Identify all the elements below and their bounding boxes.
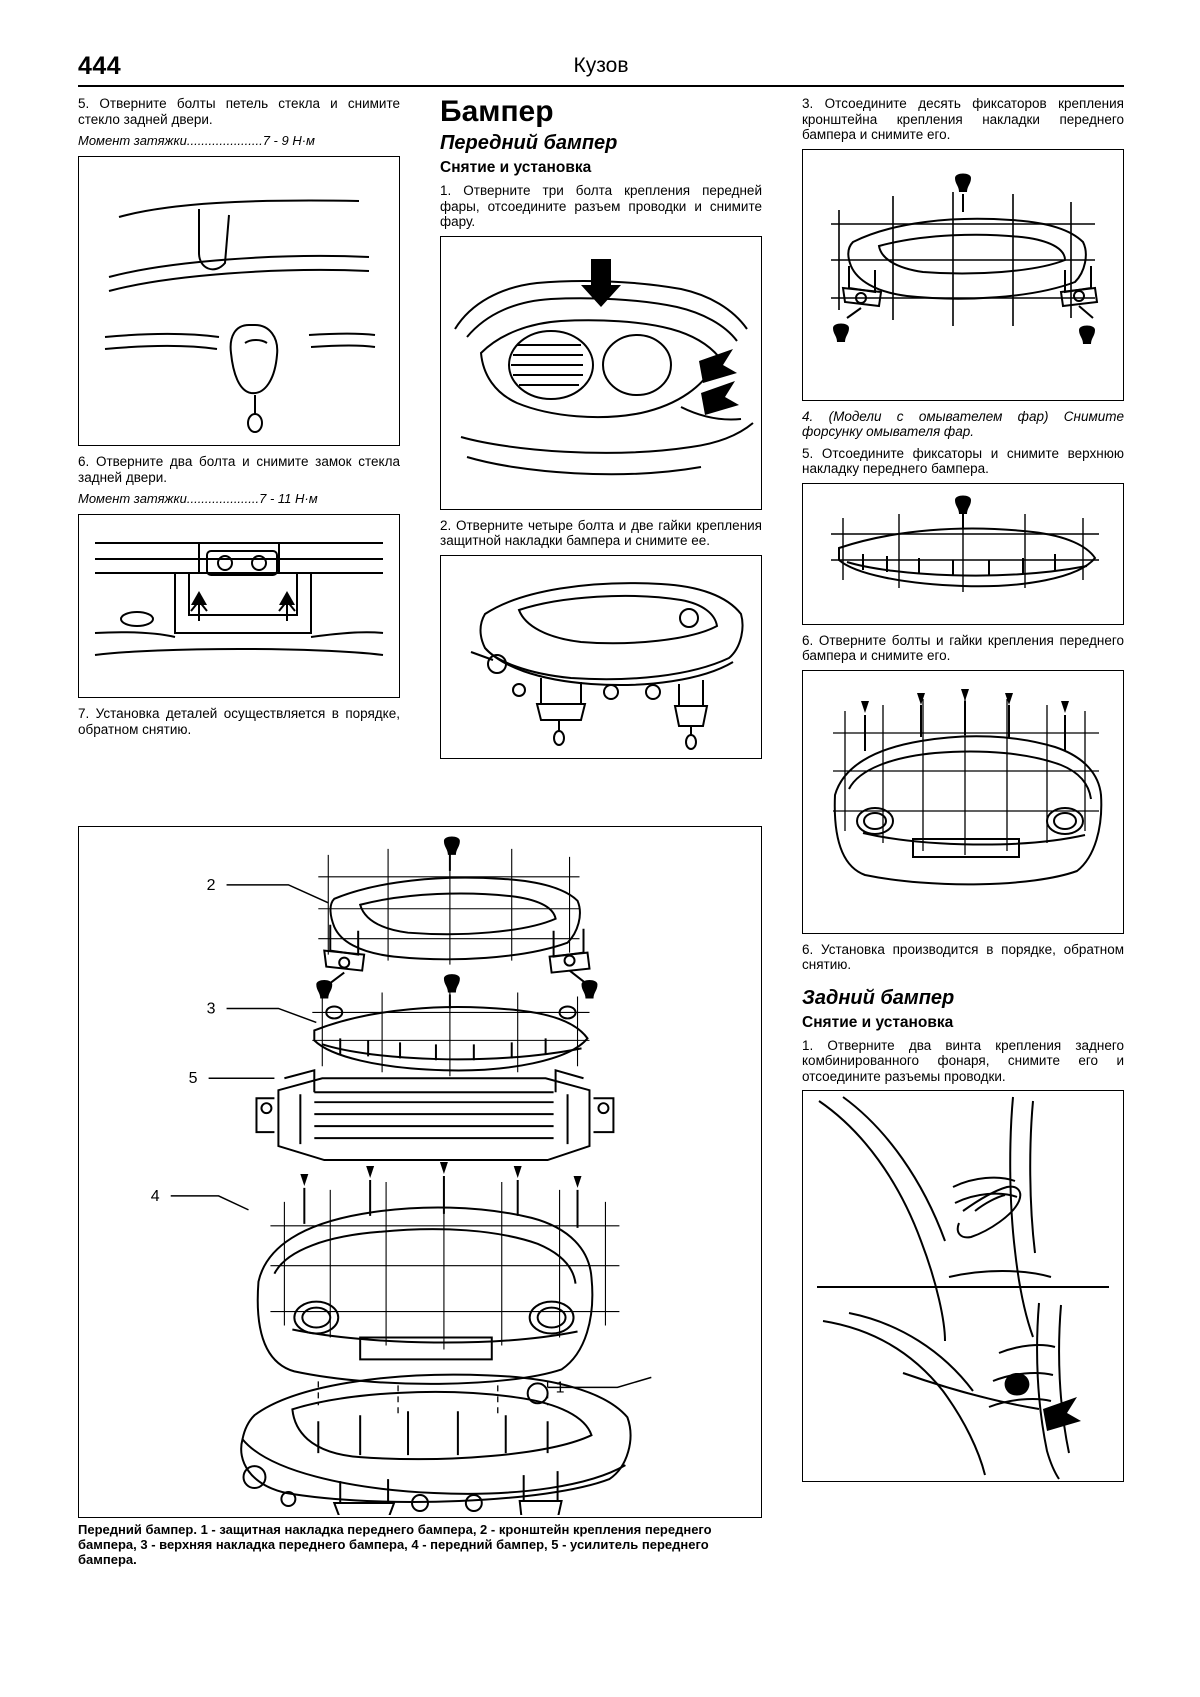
column-middle bbox=[440, 96, 762, 767]
step-5-text: 5. Отверните болты петель стекла и снимите стекло задней двери. bbox=[78, 96, 400, 127]
subsection-rear-bumper: Задний бампер bbox=[802, 986, 955, 1009]
exploded-view-block bbox=[78, 826, 762, 1567]
figure-bumper-bracket bbox=[802, 149, 1124, 401]
figure-rear-combination-lamp bbox=[802, 1090, 1124, 1482]
step-4-text: 4. (Модели с омывателем фар) Снимите форсунку омывателя фар. bbox=[802, 408, 1124, 439]
step-7-text: 7. Установка деталей осуществляется в порядке, обратном снятию. bbox=[78, 706, 400, 737]
subsection-removal-install: Снятие и установка bbox=[440, 159, 592, 176]
subsection-rear-removal: Снятие и установка bbox=[802, 1013, 954, 1031]
exploded-label-1: 1 bbox=[555, 1379, 565, 1397]
page-title: Кузов bbox=[573, 54, 629, 77]
figure-front-bumper-exploded bbox=[78, 826, 762, 1518]
exploded-caption: Передний бампер. 1 - защитная накладка переднего бампера, 2 - кронштейн крепления переднего бампера, 3 - верхняя накладка переднего бампера, 4 - передний бампер, 5 - усилитель переднего бампера. bbox=[78, 1522, 712, 1567]
exploded-label-4: 4 bbox=[150, 1187, 160, 1205]
subsection-front-bumper: Передний бампер bbox=[440, 132, 618, 154]
exploded-label-3: 3 bbox=[206, 1000, 216, 1018]
torque-5-text: Момент затяжки.....................7 - 9 Н·м bbox=[78, 133, 315, 148]
torque-6-text: Момент затяжки....................7 - 11 Н·м bbox=[78, 491, 318, 506]
manual-page bbox=[78, 52, 1124, 1632]
step-6-text-right: 6. Отверните болты и гайки крепления переднего бампера и снимите его. bbox=[802, 632, 1124, 663]
figure-headlamp-removal bbox=[440, 236, 762, 510]
section-title-bumper: Бампер bbox=[440, 95, 554, 128]
step-5-text-right: 5. Отсоедините фиксаторы и снимите верхнюю накладку переднего бампера. bbox=[802, 445, 1124, 476]
step-2-text: 2. Отверните четыре болта и две гайки крепления защитной накладки бампера и снимите ее. bbox=[440, 517, 762, 548]
page-number: 444 bbox=[78, 52, 122, 80]
step-1-text: 1. Отверните три болта крепления передней фары, отсоедините разъем проводки и снимите фару. bbox=[440, 183, 762, 229]
figure-front-bumper-removal bbox=[802, 670, 1124, 934]
page-columns bbox=[78, 96, 1124, 1632]
step-6-text: 6. Отверните два болта и снимите замок стекла задней двери. bbox=[78, 454, 400, 485]
step-3-text: 3. Отсоедините десять фиксаторов крепления кронштейна крепления накладки переднего бампера и снимите его. bbox=[802, 96, 1124, 142]
figure-bumper-upper-cover bbox=[802, 483, 1124, 625]
figure-bumper-lower-cover bbox=[440, 555, 762, 759]
exploded-label-2: 2 bbox=[206, 876, 216, 894]
page-header bbox=[78, 52, 1124, 88]
figure-rear-door-glass-hinge bbox=[78, 156, 400, 446]
exploded-label-5: 5 bbox=[188, 1070, 198, 1088]
figure-rear-door-glass-lock bbox=[78, 514, 400, 698]
header-divider bbox=[78, 85, 1124, 87]
rear-step-1-text: 1. Отверните два винта крепления заднего комбинированного фонаря, снимите его и отсоедините разъемы проводки. bbox=[802, 1037, 1124, 1084]
column-right bbox=[802, 96, 1124, 1490]
step-6b-text: 6. Установка производится в порядке, обратном снятию. bbox=[802, 941, 1124, 972]
column-left bbox=[78, 96, 400, 743]
